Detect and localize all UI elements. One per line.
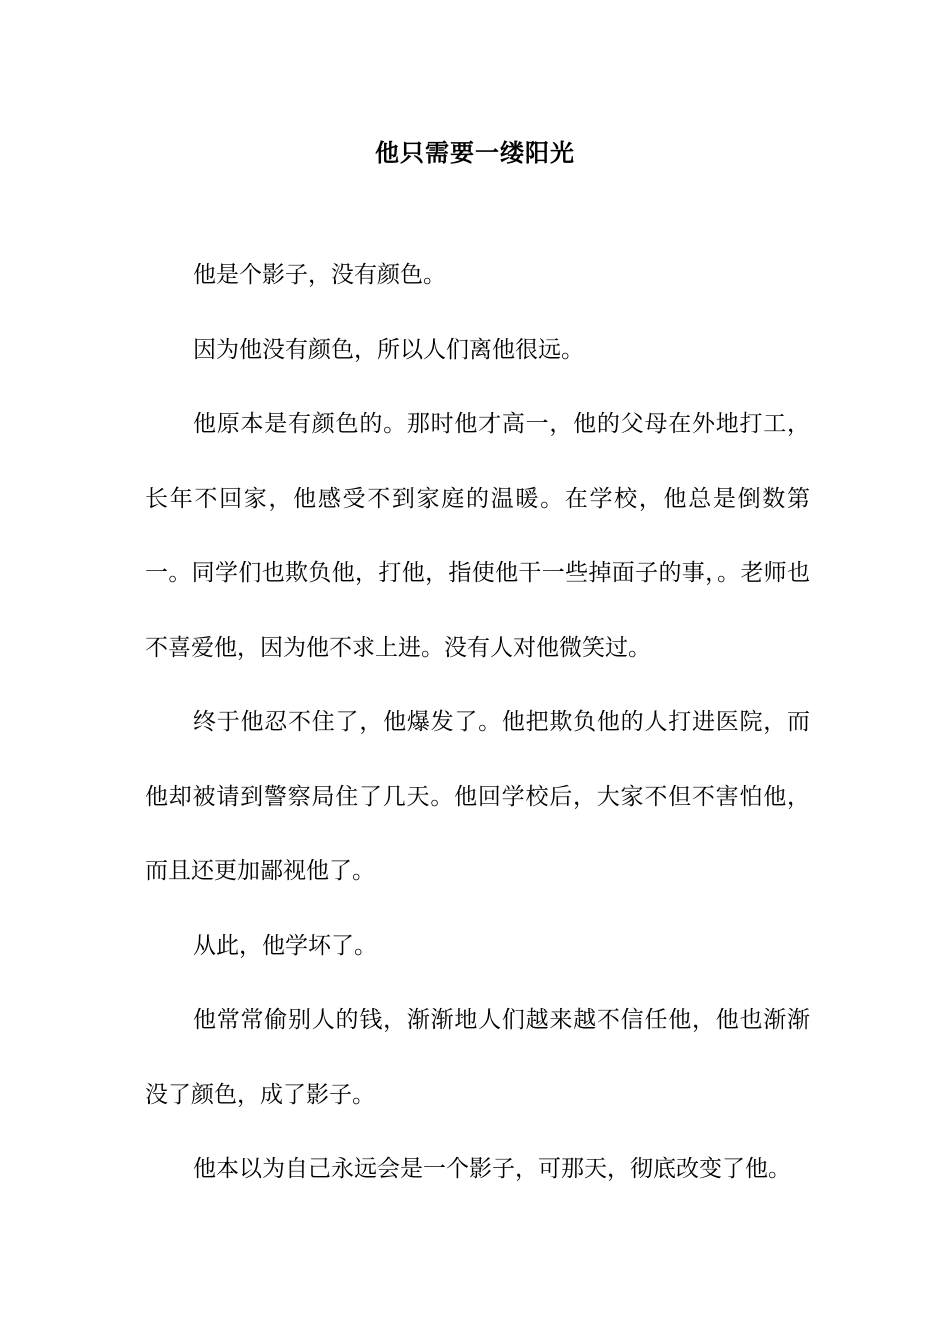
paragraph-1: 他是个影子，没有颜色。 bbox=[193, 262, 446, 288]
document-body bbox=[145, 238, 810, 1207]
paragraph-6: 他常常偷别人的钱，渐渐地人们越来越不信任他，他也渐渐没了颜色，成了影子。 bbox=[145, 1007, 810, 1108]
paragraph-3: 他原本是有颜色的。那时他才高一，他的父母在外地打工，长年不回家，他感受不到家庭的温暖。在学校，他总是倒数第一。同学们也欺负他，打他，指使他干一些掉面子的事，。老师也不喜爱他，因为他不求上进。没有人对他微笑过。 bbox=[145, 411, 810, 661]
paragraph-5: 从此，他学坏了。 bbox=[193, 932, 377, 959]
paragraph-2: 因为他没有颜色，所以人们离他很远。 bbox=[193, 336, 584, 363]
document-title: 他只需要一缕阳光 bbox=[375, 138, 575, 167]
paragraph-4: 终于他忍不住了，他爆发了。他把欺负他的人打进医院，而他却被请到警察局住了几天。他回学校后，大家不但不害怕他，而且还更加鄙视他了。 bbox=[145, 709, 810, 884]
paragraph-7: 他本以为自己永远会是一个影子，可那天，彻底改变了他。 bbox=[193, 1156, 791, 1182]
